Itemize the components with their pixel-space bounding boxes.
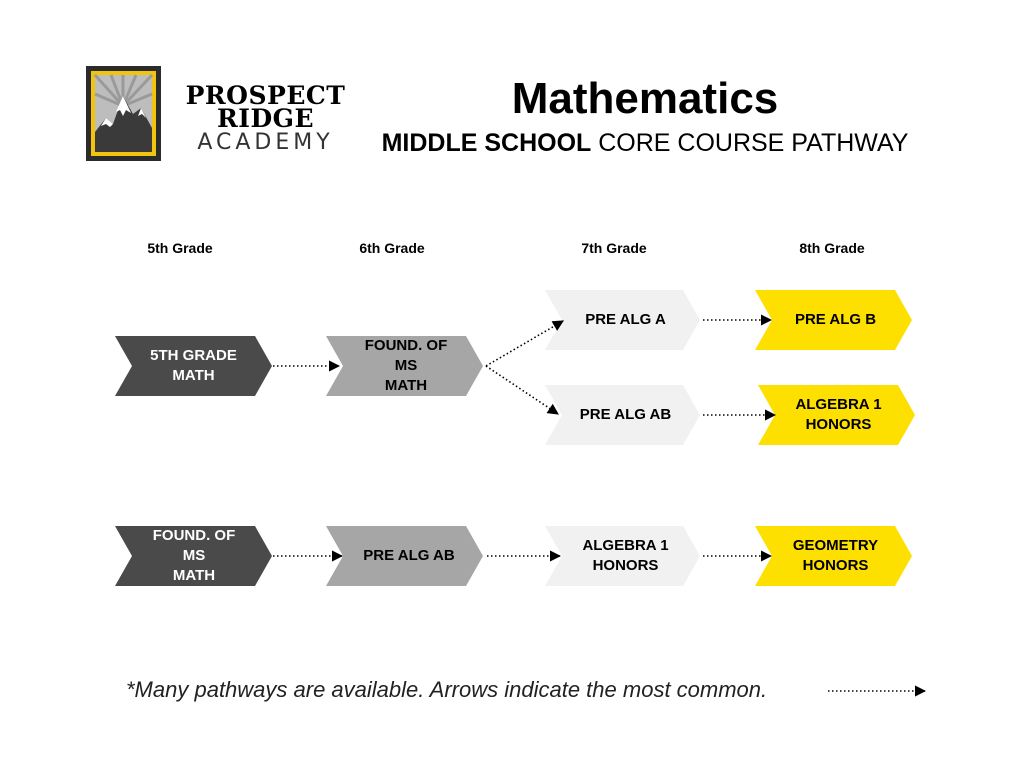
node-line2: HONORS <box>592 557 659 574</box>
node-line2: MATH <box>172 567 216 584</box>
node-line2: MATH <box>384 377 428 394</box>
node-line2: MATH <box>172 367 215 384</box>
logo-name-line2: RIDGE <box>216 104 315 133</box>
node-line1: ALGEBRA 1 <box>795 396 882 413</box>
node-line1: FOUND. OF MS <box>364 337 448 374</box>
node-r1-pre-alg-b <box>768 290 903 350</box>
node-r2-found-ms-math <box>124 526 264 586</box>
footnote: *Many pathways are available. Arrows indicate the most common. <box>126 677 768 702</box>
node-line2: HONORS <box>802 557 869 574</box>
node-line1: GEOMETRY <box>792 537 879 554</box>
grade-header-6: 6th Grade <box>359 240 425 256</box>
node-line1: PRE ALG B <box>794 311 877 328</box>
node-line1: 5TH GRADE <box>150 347 237 364</box>
node-r1-found-ms-math <box>336 336 476 396</box>
subtitle-rest: CORE COURSE PATHWAY <box>591 129 909 157</box>
page-title: Mathematics <box>511 74 779 123</box>
node-r1-algebra-1-honors <box>771 385 906 445</box>
node-r2-algebra-1-honors <box>558 526 693 586</box>
grade-header-5: 5th Grade <box>147 240 213 256</box>
logo-subtitle: ACADEMY <box>197 130 334 155</box>
logo-name-line1: PROSPECT <box>185 81 346 110</box>
node-r1-5th-grade-math <box>132 336 255 396</box>
grade-header-8: 8th Grade <box>799 240 865 256</box>
node-line2: HONORS <box>805 416 872 433</box>
node-r2-pre-alg-ab <box>339 526 479 586</box>
node-r2-geometry-honors <box>768 526 903 586</box>
node-line1: FOUND. OF MS <box>152 527 236 564</box>
node-r1-pre-alg-ab <box>558 385 693 445</box>
node-line1: PRE ALG AB <box>363 547 455 564</box>
node-line1: PRE ALG AB <box>579 406 672 423</box>
node-r1-pre-alg-a <box>558 290 693 350</box>
arrow-r1-6-7b <box>486 366 558 414</box>
node-line1: PRE ALG A <box>585 311 666 328</box>
subtitle-bold: MIDDLE SCHOOL <box>381 129 592 157</box>
node-line1: ALGEBRA 1 <box>582 537 669 554</box>
grade-header-7: 7th Grade <box>581 240 647 256</box>
